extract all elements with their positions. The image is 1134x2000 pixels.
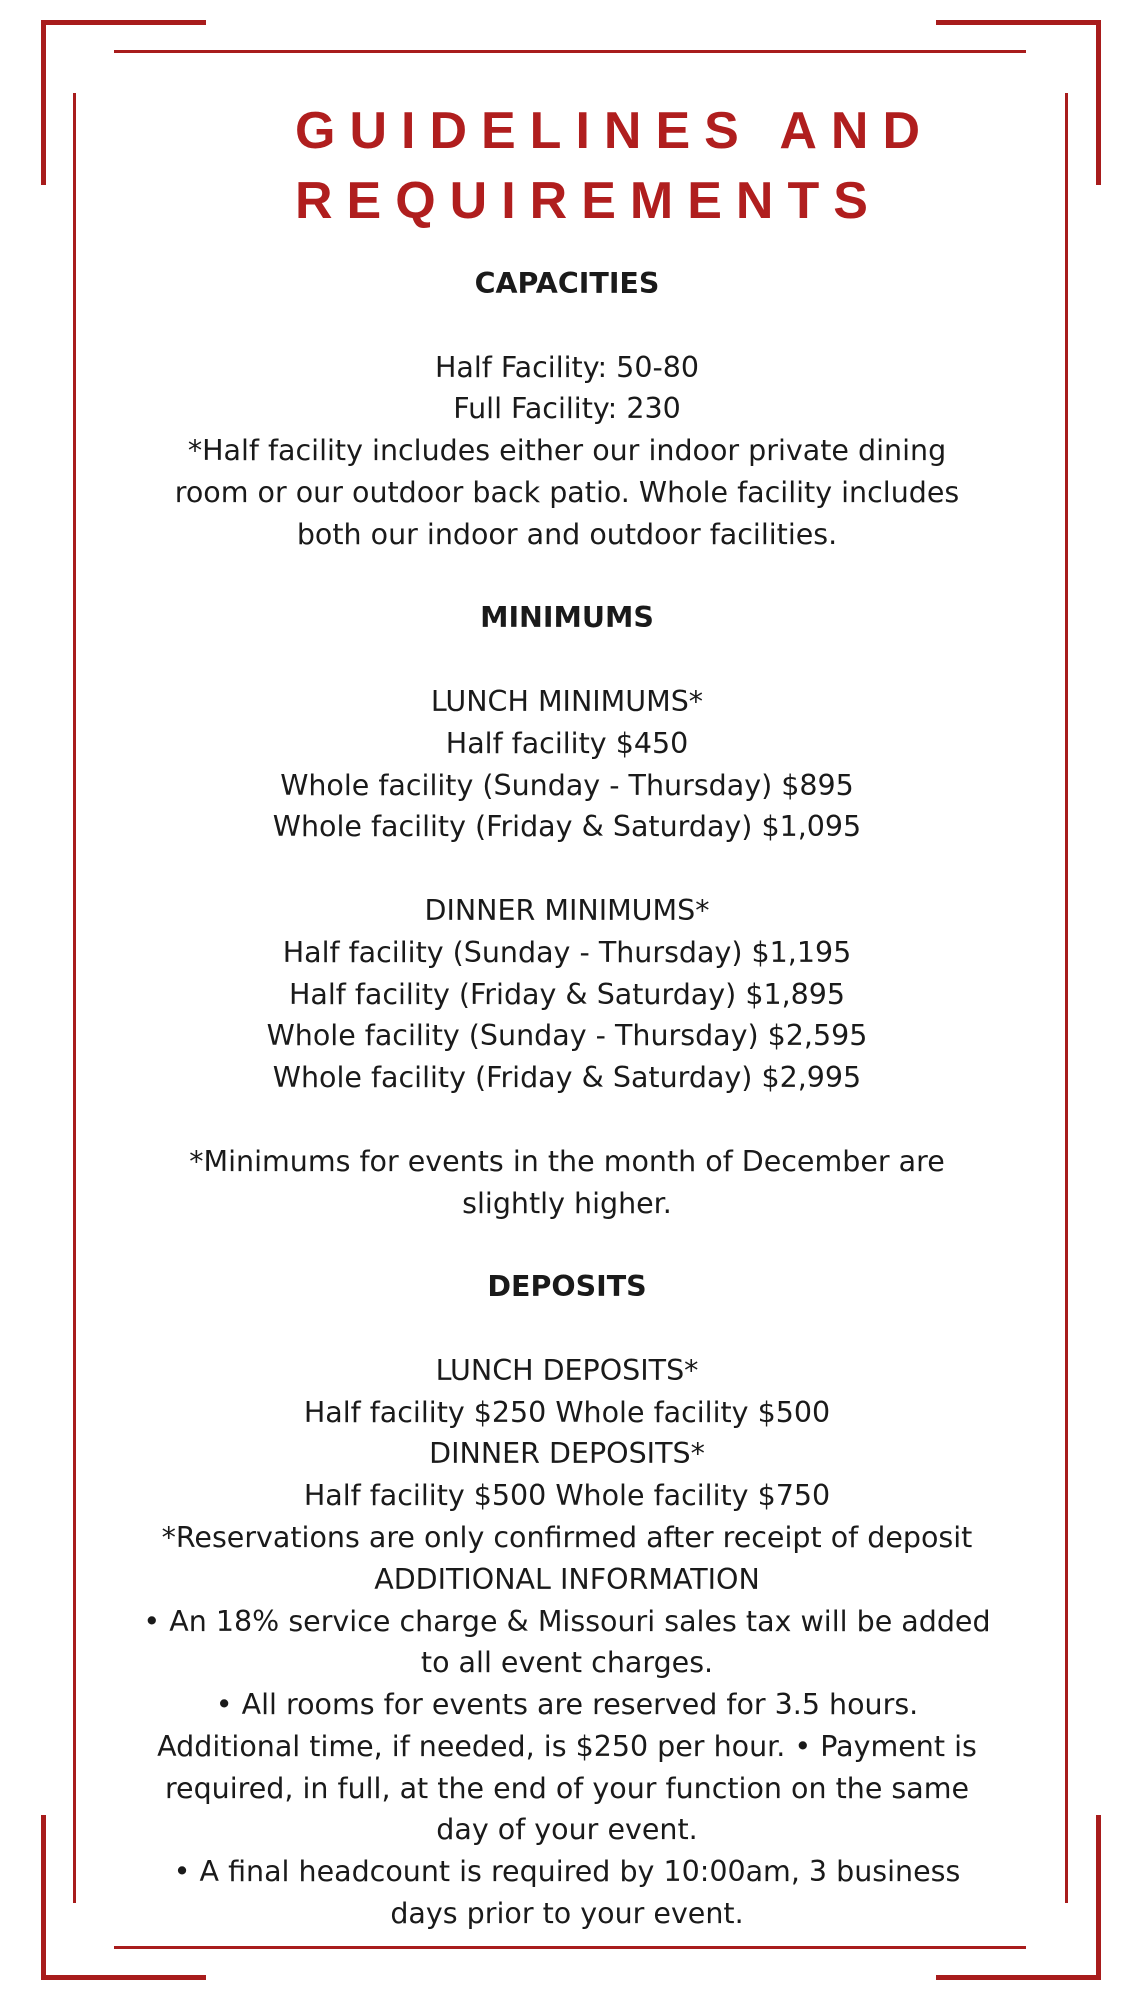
page-title	[295, 96, 1095, 236]
dinner-minimum-line: Half facility (Sunday - Thursday) $1,195	[282, 935, 852, 969]
dinner-minimum-line: Whole facility (Friday & Saturday) $2,995	[272, 1061, 862, 1095]
page-title-line-1: GUIDELINES AND	[295, 102, 934, 160]
frame-top-right-horizontal	[936, 20, 1101, 25]
frame-inner-left-line	[73, 93, 76, 1903]
lunch-minimum-line: Half facility $450	[445, 726, 689, 760]
lunch-minimum-line: Whole facility (Friday & Saturday) $1,095	[272, 810, 862, 844]
dinner-minimum-line: Half facility (Friday & Saturday) $1,895	[288, 977, 846, 1011]
additional-info-line: Additional time, if needed, is $250 per hour. • Payment is	[157, 1729, 977, 1763]
additional-info-line: • A final headcount is required by 10:00am, 3 business	[173, 1855, 961, 1889]
capacities-line: room or our outdoor back patio. Whole facility includes	[174, 475, 960, 509]
additional-info-line: • An 18% service charge & Missouri sales tax will be added	[143, 1604, 991, 1638]
dinner-minimums-title: DINNER MINIMUMS*	[424, 893, 710, 927]
additional-info-line: • All rooms for events are reserved for 3.5 hours.	[215, 1688, 919, 1722]
deposits-line: LUNCH DEPOSITS*	[435, 1353, 699, 1387]
additional-info-line: to all event charges.	[420, 1646, 714, 1680]
frame-top-right-vertical	[1096, 20, 1101, 185]
additional-info-heading: ADDITIONAL INFORMATION	[374, 1562, 760, 1596]
deposits-heading: DEPOSITS	[487, 1270, 647, 1304]
additional-info-line: required, in full, at the end of your function on the same	[164, 1771, 970, 1805]
minimums-note: slightly higher.	[462, 1186, 672, 1220]
frame-bottom-left-horizontal	[41, 1975, 206, 1980]
deposits-line: *Reservations are only confirmed after receipt of deposit	[161, 1520, 973, 1554]
capacities-line: Half Facility: 50-80	[434, 350, 699, 384]
frame-bottom-right-horizontal	[936, 1975, 1101, 1980]
frame-inner-right-line	[1065, 93, 1068, 1903]
capacities-line: Full Facility: 230	[453, 392, 681, 426]
minimums-heading: MINIMUMS	[480, 601, 654, 635]
minimums-note: *Minimums for events in the month of December are	[189, 1144, 945, 1178]
capacities-line: *Half facility includes either our indoor private dining	[187, 434, 947, 468]
capacities-line: both our indoor and outdoor facilities.	[296, 517, 838, 551]
page-title-line-2: REQUIREMENTS	[295, 172, 882, 230]
additional-info-line: days prior to your event.	[390, 1897, 744, 1931]
capacities-heading: CAPACITIES	[474, 267, 660, 300]
deposits-line: DINNER DEPOSITS*	[429, 1437, 705, 1471]
lunch-minimum-line: Whole facility (Sunday - Thursday) $895	[280, 768, 854, 802]
deposits-line: Half facility $250 Whole facility $500	[303, 1395, 831, 1429]
deposits-line: Half facility $500 Whole facility $750	[303, 1479, 831, 1513]
lunch-minimums-title: LUNCH MINIMUMS*	[430, 684, 704, 718]
frame-inner-top-line	[114, 50, 1026, 53]
frame-top-left-horizontal	[41, 20, 206, 25]
frame-bottom-left-vertical	[41, 1815, 46, 1980]
frame-inner-bottom-line	[114, 1946, 1026, 1949]
frame-top-left-vertical	[41, 20, 46, 185]
frame-bottom-right-vertical	[1096, 1815, 1101, 1980]
additional-info-line: day of your event.	[436, 1813, 698, 1847]
guidelines-content	[110, 263, 1024, 1935]
dinner-minimum-line: Whole facility (Sunday - Thursday) $2,595	[266, 1019, 868, 1053]
